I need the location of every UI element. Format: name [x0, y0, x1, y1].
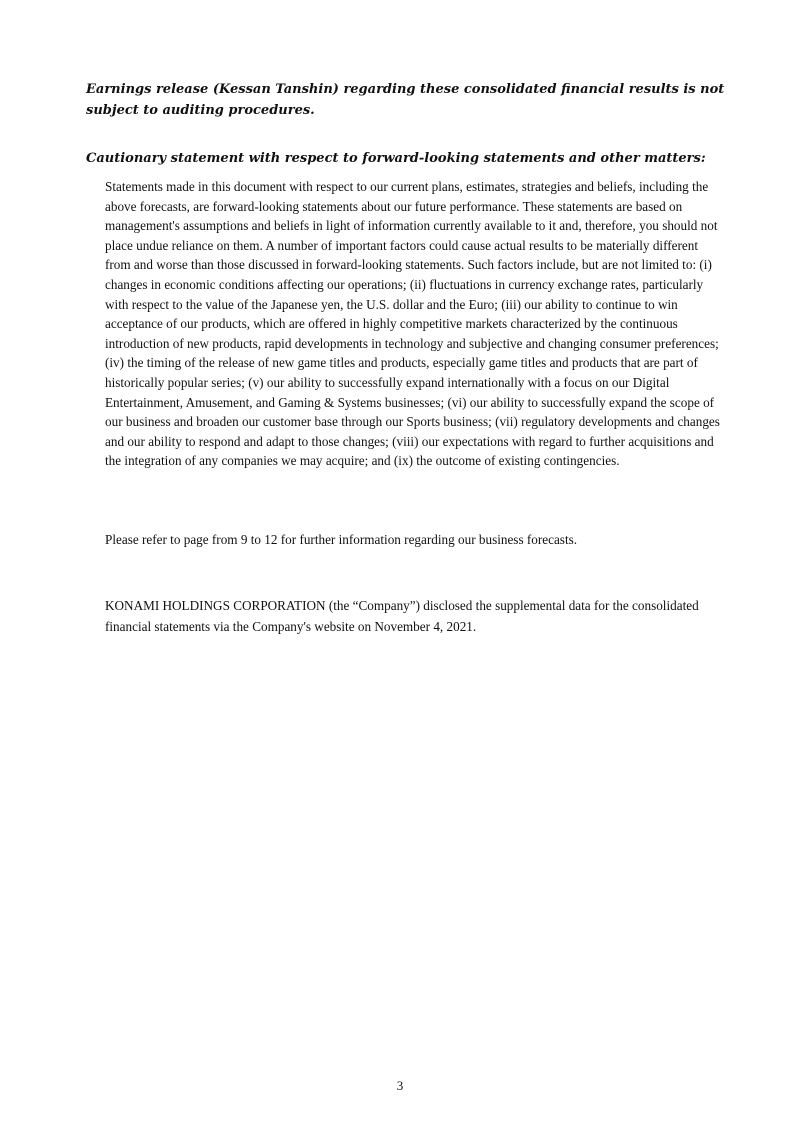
audit-notice-heading: Earnings release (Kessan Tanshin) regarding these consolidated financial results is not subject to auditing procedures.	[86, 82, 725, 118]
cautionary-statement-body: Statements made in this document with respect to our current plans, estimates, strategies and beliefs, including the above forecasts, are forward-looking statements about our future performance. These statements are based on management's assumptions and beliefs in light of information currently available to it and, therefore, you should not place undue reliance on them. A number of important factors could cause actual results to be materially different from and worse than those discussed in forward-looking statements. Such factors include, but are not limited to: (i) changes in economic conditions affecting our operations; (ii) fluctuations in currency exchange rates, particularly with respect to the value of the Japanese yen, the U.S. dollar and the Euro; (iii) our ability to continue to win acceptance of our products, which are offered in highly competitive markets characterized by the continuous introduction of new products, rapid developments in technology and subjective and changing consumer preferences; (iv) the timing of the release of new game titles and products, especially game titles and products that are part of historically popular series; (v) our ability to successfully expand internationally with a focus on our Digital Entertainment, Amusement, and Gaming & Systems businesses; (vi) our ability to successfully expand the scope of our business and broaden our customer base through our Sports business; (vii) regulatory developments and changes and our ability to respond and adapt to those changes; (viii) our expectations with regard to further acquisitions and the integration of any companies we may acquire; and (ix) the outcome of existing contingencies.	[105, 179, 720, 469]
page-number: 3	[396, 1078, 404, 1093]
cautionary-statement-heading: Cautionary statement with respect to forward-looking statements and other matters:	[86, 151, 706, 166]
forecast-reference-paragraph: Please refer to page from 9 to 12 for further information regarding our business forecasts.	[105, 532, 578, 547]
supplemental-data-notice: KONAMI HOLDINGS CORPORATION (the “Company”) disclosed the supplemental data for the consolidated financial statements via the Company's website on November 4, 2021.	[105, 598, 699, 634]
